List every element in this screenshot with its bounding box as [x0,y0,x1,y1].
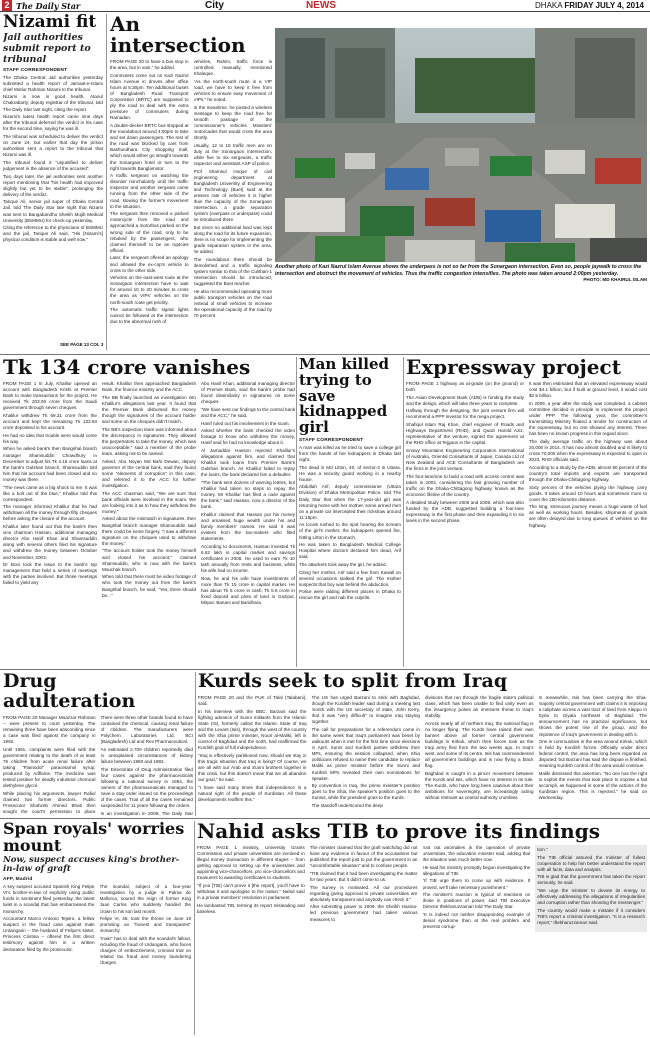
masthead-logo: The Daily Star [16,1,81,11]
paragraph: There were three other brands found to have contained the chemical, causing renal failure of children. The manufacturers were Polychem Laboratories Ltd, BCI (Bangladesh) Ltd and Rex Pharmaceutical. [100,714,193,745]
article-nizami [3,14,103,352]
paragraph: FROM PAGE 1 highway as at-grade (on the ground) or both. [406,381,524,393]
section-divider [0,669,650,670]
column-rule [403,357,404,667]
paragraph: An estimated 2,700 children reportedly died in unexplained circumstances of kidney failure between 1980 and 1992. [100,746,193,765]
paragraph: Asked, Abu Noyan Md Bahi Dewan, deputy governor of the central bank, said they found some "elements of corruption" in this case, and referred it to the ACC for further investigation. [102,458,196,488]
article-column [101,715,194,816]
paragraph: The tribunal found it "unjustified to deliver judgement in the absence of the accused". [3,159,103,171]
article-column [539,695,648,811]
caption-text: Another photo of Kazi Nazrul Islam Avenue shows the underpass is not so far from the Sonargaon intersection. Even so, people jaywalk to cross the intersection and obstruct the movement of vehicles. Thus the traffic congestion intensifies. The photo was taken around 2:00pm yesterday. [275,264,642,277]
paragraph: The Asian Development Bank (ADB) is funding the study and the design, which will take three years to complete. [406,394,524,406]
paragraph: He lambasted TIB, terming its report misleading and baseless. [197,902,305,914]
column-rule [106,14,107,350]
paragraph: divisions that run through the fragile state's political class, which has been unable to find unity even as the insurgency poses an imminent threat to Iraq's stability. [425,694,534,719]
article-nahid [197,821,647,1035]
article-kurds [198,672,647,816]
paragraph: The BB finally launched an investigation into Khalilur's allegations last year. It found that the Premier Bank disbursed the money though the signatures of the account holder and some on the cheques didn't match. [102,394,196,425]
paragraph: The attackers took away the girl, he added. [299,561,387,567]
headline: Man killed trying to save kidnapped girl [299,357,389,436]
paragraph: According to a study by the ADB, almost 90 percent of the country's total imports and exports are transported through the Dhaka-Chittagong highway. [529,464,647,482]
paragraph: In meanwhile, Isis has been carrying the Shia-majority central government with claims it is imposing a caliphate across a vast tract of land from Aleppo in Syria to Diyala northeast of Baghdad. The announcement has no practical significance, but shows the potent rise of the group, and the impotence of Iraq's government in dealing with it. [538,694,647,737]
paragraph: Shafiqul Islam Raj Khan, chief engineer of Roads and Highways Department (RHD), and Quazi Harold Aziz, representative of the venture, signed the agreement at the RHD office at Tejgaon in the capital. [406,422,524,446]
paragraph: The long, strenuous journey means a huge waste of fuel as well as working hours. Besides, shipments of goods are often delayed due to long queues of vehicles on the highway. [529,504,647,528]
photo-caption [275,264,647,284]
headline: Nizami fit [3,14,97,32]
paragraph: "The news came as a big shock to me. It was like a bolt out of the blue," Khalilur told this correspondent. [3,484,97,502]
paragraph: Across nearly all of northern Iraq, the national flag is no longer flying. The Kurds have raised their own banner above all former central government buildings in Kirkuk, which their forces took as the Iraqi army fled from the two weeks ago. In Iraq's west, and some of its centre, Isis has commandeered all government buildings and is now flying a black flag. [425,720,534,769]
byline: STAFF CORRESPONDENT [299,437,364,443]
traffic-photo-image [275,28,647,262]
paragraph: By convention in Iraq, the prime minister's position goes to the Shia, the speaker's position goes to the Sunnis, while the president goes to the Kurds. [311,783,420,801]
paragraph: "TIB claimed that it had been investigating the matter for two years. But it didn't come to us. [309,870,418,882]
page-number: 2 [2,0,12,11]
subhead: Jail authorities submit report to tribunal [3,31,91,65]
date-place: DHAKA [535,1,563,10]
paragraph: The roundabout there should be demolished and a traffic signaling system similar to that of the Culshan-1 intersection should be introduced, suggested the Buet teacher. [193,256,272,287]
paragraph: Snowy Mountains Engineering Corporation International of Australia, Oriental Consultants of Japan, Canada Ltd of New Zealand and ACE Consultants of Bangladesh are the firms in the joint venture. [406,447,524,472]
paragraph: "We have sent our findings to the central bank and the ACC," he said. [201,406,295,418]
paragraph: The Directorate of Drug Administration filed four cases against the pharmaceuticals following a national survey in 1994, the owners of the pharmaceuticals managed to have a stay order issued on the proceedings of the cases. Trial of all the cases remained suspended for 11 years following the orders. [100,766,193,809]
paragraph: The country would make a mistake if it considers TIB's report a criminal investigation. "It is a research report," Iftekharuzzaman said. [537,907,645,926]
category-label: NEWS [306,0,336,11]
paragraph: Asked whether the bank checked the video footage to know who withdrew the money, Hanif said he had no knowledge about it. [201,428,295,446]
article-tk134 [3,357,295,667]
paragraph: Citing the reference to the physicians of BSMMU and the jail, Tarique Ali said, "His [Nizami's] physical condition is stable and well now." [3,225,103,243]
article-column [423,845,531,932]
headline: Nahid asks TIB to prove its findings [197,821,600,843]
column-rule [194,821,195,1035]
article-expressway [406,357,647,667]
paragraph: Khalilur claimed that Hassan put his money and amassed huge wealth under his and family members' names. He said it was evident from the tax-makers who filed statements. [201,511,295,542]
paragraph: Halfway through the designing, the joint venture firm will recommend a PPP investor for the mega project. [406,408,524,420]
paragraph: Sixty percent of the vehicles plying the highway carry goods. It takes around 10 hours and sometimes more to cover the 250-kilometre distance. [529,484,647,502]
paragraph: Asked about the mismatch in signatures, then Bangshal branch manager Shamsuddin said there could be some forgery. "I saw a different signature on the cheques used to withdraw the money." [102,516,196,546]
paragraph: Dr Boni took the issue to the bank's top management that held a series of meetings with the parties involved. But those meetings failed to yield any [3,562,97,586]
paragraph: Prof Shamsul Hoque of civil engineering department at Bangladesh University of Engineering and Technology (Buet) said at the present rate of vehicles it is higher than the capacity of the Sonargaon intersection, a grade separation system (overpass or underpass) could be introduced there. [193,168,272,223]
paragraph: FROM PAGE 20 and the PUK of Talal (Talabani), said. [198,694,307,707]
paragraph: When told that there must be video footage of who took the money out from the bank's Bangshal branch, he said, "Yes, there should be..." [102,574,196,598]
article-column [102,381,196,608]
article-body [3,75,103,245]
headline: Tk 134 crore vanishes [3,357,251,379]
headline: An intersection [110,14,246,57]
paragraph: The minister claimed that the graft watchdog did not have any evidence in favour of the accusations but published the report just to put the government in an "uncomfortable situation" and to confuse people. [309,845,418,869]
paragraph: The scandal, subject of a four-year investigation by a judge in Palma de Mallorca, soured the reign of former King Juan Carlos who suddenly handed the crown to his son last month. [99,884,191,914]
paragraph: It was then estimated that an elevated expressway would cost $4.1 billion, but if built at ground level, it would cost $2.5 billion. [529,381,647,399]
paragraph: The minister's reaction is typical of reactions on those in positions of power, said TIB Executive Director Iftekharuzzaman told The Daily Star. [422,892,531,910]
paragraph: Khalilur later found out that the bank's then vice chairman Hassan, additional managing director Abu Hanif Khan and Shamsuddin along with several others filed his signature and withdrew the money between October and November, 2003. [3,524,97,560]
paragraph: In his interview with the BBC, Barzani said the fighting advance of Sunni militants from the Islamic State (IS), formerly called the Islamic State of Iraq and the Levant (Isis), through the west of the country with the Shia prime minister, Nouri al-Maliki, left in control of Baghdad and the north, had reaffirmed the Kurdish goal of full independence. [198,708,307,751]
paragraph: When he asked bank's then Bangshal branch manager Shamsuddin Chowdhury in December to adjust his Tk 4.15 crore loans at the bank's Gulshan branch, Shamsuddin told him that his account had been closed and no money was there. [3,446,97,482]
paragraph: TIB is glad that the government has taken the report seriously, he said. [537,874,645,886]
paragraph: "It is indeed not neither disappointing example of denial syndrome than at the real problem and prevents corrup- [422,911,531,930]
paragraph: "If you [TIB] can't prove it [the report], you'll have to withdraw it and apologise to the nation," Nahid said in a private members' resolution in parliament. [197,883,305,901]
paragraph: Abdullah Arif, deputy commissioner (Uttara Division) of Dhaka Metropolitan Police, told The Daily Star that when the 17-year-old girl was returning home with her mother, some armed men on a private car intercepted their rickshaw around 11:15pm. [299,484,401,520]
paragraph: "The bank sent dozens of warning letters, but Khalilur had taken no steps to repay the money. Mr Khalilur has filed a case against the bank," said Hassan, now a director of the bank. [201,479,295,510]
paragraph: One in communities in the area around Kirkuk, which is held by Kurdish forces. Officially under direct federal control, the area has long been regarded as disputed, but Barzani has said the dispute is finished, meaning Kurdish control of the area would continue. [538,739,647,769]
article-column [425,695,534,811]
photo-credit: PHOTO: MD KHAIRUL ISLAM [583,277,647,283]
article-body [299,445,401,603]
paragraph: Nizami is now in good health, Atanul Chakrabarty, deputy registrar of the tribunal, told The Daily Star last night, citing the report. [3,94,103,112]
section-divider [0,818,650,819]
article-column [406,381,524,530]
paragraph: The daily average traffic on the highway was about 20,000 in 2014. It has now almost doubled and is likely to cross 70,000 when the expressway is expected to open in 2023, RHD officials said. [529,438,647,463]
paragraph: A traffic sergeant on watching the disorder nonchalantly until the traffic inspector and another sergeant came running from the other side of the road, slowing the former's movement to the situation. [110,173,189,209]
byline: STAFF CORRESPONDENT [3,67,68,73]
article-column [100,884,192,968]
article-drug [3,672,193,816]
headline: Span royals' worries mount [3,821,185,855]
paragraph: Vehicles on the east-west route at the Sonargaon intersection have to wait for around 10 to 20 minutes to cross the area as VIPs' vehicles on the north-south route get priority. [110,275,189,305]
article-column [3,381,97,608]
paragraph: As locals rushed to the spot hearing the scream of the girl's mother, the kidnappers opened fire, hitting Litton in the stomach. [299,522,401,540]
paragraph: Police were raiding different places in Dhaka to rescue the girl and nab the culprits. [299,589,401,601]
paragraph: "As the north-south route is a VIP road, we have to keep it free from vehicles to ensure easy movement of VIPs," he noted. [193,78,272,103]
paragraph: According to documents, Hassan invested Tk 6.62 lakh in capital market and savings certificates in 2008. He used to earn Tk 10 lakh annually from rents and business, while his wife had no income. [201,543,295,574]
date-text: FRIDAY JULY 4, 2014 [564,1,644,10]
paragraph: Later, the sergeant offered an apology and allowed the ex-cop's vehicle to cross to the other side. [110,255,189,273]
paragraph: The BB's inspection team was informed about the discrepancy in signatures. They allowed the perpetrators to take the money, which was unacceptable," said a member of the probe team, asking not to be named. [102,426,196,457]
paragraph: He had no idea that trouble were would come his way. [3,432,97,444]
paragraph: The TIB official assured the minister of fullest cooperation to help him better understand the report with all facts, data and analysis. [537,854,645,872]
section-divider [0,354,650,355]
paragraph: While placing his arguments, lawyer Rafiul claimed two former directors, Public Prosecutor Shahzeb Ahmed Bhati then sought the court's permission to place [3,791,96,815]
paragraph: A man was killed as he tried to save a college girl from the hands of her kidnappers in Dhaka last night. [299,444,401,462]
paragraph: After submitting power to 2009, the Sheikh Hasina-led previous government had taken various measures to [309,904,418,922]
paragraph: The manager informed Khalilur that he had withdrawn all the money through fifty cheques before asking the closure of the account. [3,504,97,522]
article-column [310,845,418,932]
paragraph: A key suspect accused Spanish King Felipe VI's brother-in-law of explicitly using public funds in sentiment filed yesterday, the latest twist in a scandal that has embarrassed the monarchy. [3,884,95,914]
paragraph: The dead is Md Litton, 40, of sector-3 in Uttara. He was a security guard working in a nearby house. [299,464,401,482]
paragraph: "Iraq is effectively partitioned now; should we stay in this tragic situation that Iraq is living? Of course, we are all with our Arab and Sunni brothers together in this crisis, but this doesn't mean that we all abandon our goal," he said. [198,752,307,783]
paragraph: Accountant Marco Antonio Tejeiro, a fellow suspect in the fraud case against Inaki Urdangarin -- the husband of Felipe's sister, Princess Cristina -- offered the first direct testimony against him in a written declaration filed by the prosecutor. [3,916,95,952]
article-kidnap [299,357,401,667]
article-column [529,381,647,530]
continued-note: SEE PAGE 13 COL 3 [60,342,104,347]
paragraph: But since no additional land was kept along the road for its future expansion, there is no scope for implementing the grade separation system in the area, he added. [193,224,272,255]
paragraph: root out anomalies in the operation of private universities, the education minister said, adding that the situation was much better now. [422,845,531,863]
page-header [0,0,650,12]
paragraph: In 2009, a year after the study was completed, a cabinet committee decided in principle to implement the project under PPP. The following year, the committee's transmitting Ministry floated a tender for construction of the expressway, but no one showed any interest. There has been no known progress in this regard since. [529,400,647,437]
paragraph: Felipe VI, 46, took the throne on June 19 promising an "honest and transparent" monarchy. [99,916,191,934]
article-span-royals [3,821,191,1035]
paragraph: The four-lane/one to build a road with access control was taken in 2004, considering the fast growing number of traffic on the Dhaka-Chittagong highway, known as the economic lifeline of the country. [406,473,524,498]
article-column [535,845,647,932]
paragraph: Nizami's latest health report came nine days after the tribunal deferred the verdict in his case for the second time, saying he was ill. [3,114,103,132]
article-intersection [110,14,272,352]
paragraph: Abu Hanif Khan, additional managing director of Premier Bank, said the bank's probe had found dissimilarity in signatures on some cheques. [201,381,295,405]
article-column [198,695,307,811]
paragraph: FROM PAGE 20 Manager Moazzar Rahman -- were present to court yesterday. The remaining three have been absconding since a case was filed against the company in 1992. [3,714,96,745]
paragraph: Hanif ruled out his involvement in the scam. [201,420,290,426]
paragraph: The automatic traffic signal lights cannot be followed at the intersection due to the abnormal rush of [110,307,189,325]
paragraph: Khalilur withdrew Tk 69.31 crore from the account and kept the remaining Tk 133.93 crore deposited in his account. [3,412,97,431]
paragraph: A detailed study between 2006 and 2008, which was also funded by the ADB, suggested building a four-lane expressway in the first phase and then expanding it to six lanes in the second phase. [406,499,524,523]
article-column [110,59,189,327]
article-column [3,884,95,968]
column-rule [296,357,297,667]
article-column [312,695,421,811]
paragraph: FROM PAGE 20 to have a bus stop in the area, but in vain," he added. [110,59,189,71]
paragraph: Maliki dismissed this assertion. "No one has the right to exploit the events that took place to impose a fait accompli, as happened in some of the actions of the Kurdistan region. This is rejected," he said on Wednesday. [538,771,647,801]
paragraph: "I have said many times that independence is a natural right of the people of Kurdistan. All these developments reaffirm this." [198,784,307,802]
paragraph: tion." [537,847,548,852]
paragraph: "If TIB urge them to come up with evidence. If proved, we'll take necessary punishment." [422,878,531,890]
paragraph: The Dhaka Central Jail authorities yesterday submitted a health report of Jamaat-e-Islami chief Motiur Rahman Nizami to the tribunal. [3,74,103,92]
dateline [535,0,644,12]
paragraph: "Inaki" has to deal with the scandal's fallout, including the fraud of Urdangarin, who faces charges of embezzlement, criminal trial on related tax fraud and money laundering charges. [99,935,191,966]
paragraph: "We urge the minister to devote its energy to effectively addressing the allegations of irregularities and corruption rather than shooting the messenger." [537,888,645,906]
paragraph: FROM PAGE 1 In July, Khalilur opened an account with Bangladesh Krishi at Premier Bank to make transactions for the project. He received Tk 203.06 crore from the Saudi government through seven cheques. [3,381,97,411]
paragraph: He was taken to Bangladesh Medical College Hospital where doctors declared him dead, Arif said. [299,542,401,560]
section-label: City [205,0,224,11]
paragraph: The ACC chairman said, "We are sure that bank officials were involved in the scam. We are looking into it as to how they withdrew the money." [102,490,196,514]
paragraph: Citing her mother, Arif said a few from Kawall on several occasions stalked the girl. The mother suspects that boy was behind the abduction. [299,569,401,587]
paragraph: The standoff underscored the deep [311,803,383,809]
headline: Kurds seek to split from Iraq [198,672,508,692]
paragraph: Al Jamaddar Hasson rejected Khalilur's allegations against him, and claimed that Khalilur took loans from Premier Bank's Gulshan branch. As Khalilur failed to repay the loans, the bank declared him a defaulter. [201,447,295,478]
paragraph: result. Khalilur then approached Bangladesh Bank, the finance ministry and the ACC. [102,381,196,393]
subhead: Now, suspect accuses king's brother-in-law of graft [3,854,180,875]
article-column [201,381,295,608]
paragraph: The sergeant then removed a parked motorcycle from the road and approached a motorbus parked on the wrong side of the road, only to be rebuked by the passengers, who claimed themself to be an ruptcies official. [110,211,189,253]
paragraph: The survey is motivated. All our procedures regarding giving approval to private universities are absolutely transparent and anybody can check it." [309,884,418,902]
headline: Expressway project [406,357,621,379]
headline: Drug adulteration [3,672,136,712]
paragraph: The tribunal was scheduled to deliver the verdict on June 24, but earlier that day the prison authorities sent a report to the tribunal that Nizami was ill. [3,133,103,158]
paragraph: "The account holder took the money himself and closed his account," claimed Shamsuddin, who is now with the bank's Mouchak branch. [102,548,196,572]
paragraph: He said his ministry promptly began investigating the allegations of TIB. [422,864,531,876]
paragraph: Two days later, the jail authorities sent another report mentioning that "his health had improved slightly but yet to be stable", prolonging the delivery of the verdict. [3,173,103,197]
paragraph: In the meantime, he posted a wireless message to keep the road free for smooth passage of the commissioner's vehicles. Ministers' motorcades that would cross the area shortly. [193,104,272,141]
paragraph: Baghdad is caught in a pincer movement between the Kurds and Isis, which have no interest in its rule. The Kurds, who have long been cautious about their ambitions for sovereignty, are increasingly acting without restraint as central authority crumbles. [425,771,534,801]
paragraph: The US has urged Barzani to stick with Baghdad, though the Kurdish leader said during a meeting last month with the US secretary of state, John Kerry, that it was "very difficult" to imagine Iraq staying together. [311,694,420,725]
article-column [3,715,96,816]
traffic-photo [275,28,647,262]
paragraph: The call for preparations for a referendum came in the same week that Iraq's parliament was beset by walkouts when it met for the first time since elections in April. Sunni and Kurdish parties withdrew their MPs, ensuring the session collapsed, when Shia politicians refused to name their candidate to replace Maliki as prime minister before the Sunni and Kurdish MPs revealed their own nominations for speaker. [311,726,420,781]
article-column [197,845,305,932]
paragraph: vehicles, Rahim, traffic force is controlled manually, mentioned Khaleque. [193,59,272,77]
paragraph: A double-decker BRTC bus stopped at the roundabout around 4:00pm to take and set down passengers. The rest of the road was blocked by cars from Bashundhara City shopping mall, which would either go straight towards the Sonargaon hotel or turn to the right towards Banglamotor. [110,122,189,171]
paragraph: Now, he and his wife have investments of more than Tk 15 crore in capital market. He has about Tk 5 crore in cash, Tk 5.6 crore in fixed deposit and plots of land in Gazipur, Mirpur, Banani and Baridhara. [201,575,295,606]
paragraph: Until 1991, complaints were filed with the government relating to the death of at least 76 children from acute renal failure after taking "Flamodol" paracetamol syrup, produced by Adflame. The medicine was tested positive for deadly industrial chemical diethylene glycol. [3,746,96,789]
article-column [194,59,273,327]
paragraph: Usually, 12 to 15 traffic men are on duty at the Sonargaon intersection, while five to six sergeants, a traffic inspector and assistant ASP of police. [193,142,272,166]
paragraph: He also recommended operating more public transport vehicles on the road instead of small vehicles to increase the operational capacity of the road by 70 percent. [193,288,272,319]
paragraph: Commuters come out on Kazi Nazrul Islam Avenue in droves after office hours at 5:30pm. Ten additional buses of Bangladesh Road Transport Corporation (BRTC) are supposed to ply the road to deal with the extra pressure of commuters during Ramadan. [110,72,189,121]
paragraph: FROM PAGE 1 ministry, University Grants Commission and private universities are involved in illegal money transaction in different stages -- from getting approval to setting up the universities and appointing vice-chancellors, pro vice-chancellors and treasurers to awarding certificates to students. [197,845,305,881]
paragraph: Tarique Ali, senior jail super of Dhaka Central Jail, told The Daily Star late night that Nizami was sent to Bangabandhu Sheikh Mujib Medical University (BSMMU) for check-up yesterday. [3,199,103,223]
byline: AFP, Madrid [3,877,33,883]
paragraph: In an investigation in 2009, The Daily Star [100,810,193,816]
column-rule [195,672,196,816]
